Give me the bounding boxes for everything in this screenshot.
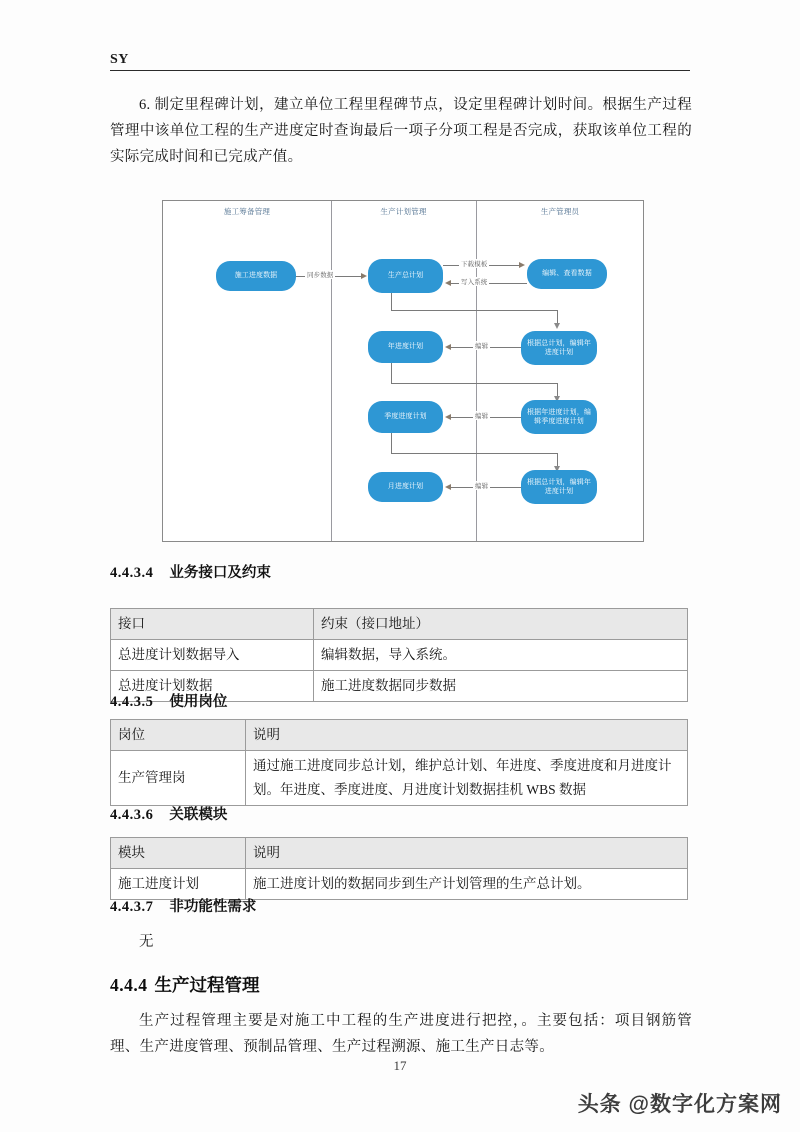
diagram-edge-plan-across-3 [391,453,557,454]
table-row [111,751,688,806]
diagram-node-quarterly-progress-plan[interactable]: 季度进度计划 [368,401,443,433]
table-business-interface [110,608,688,702]
table-related-modules [110,837,688,900]
th-interface: 接口 [111,609,314,640]
diagram-edge-plan-across-2 [391,383,557,384]
cell-module-description: 施工进度计划的数据同步到生产计划管理的生产总计划。 [246,869,688,900]
diagram-edge-plan-down-3 [391,433,392,453]
diagram-edge-label-download-template: 下载模板 [461,261,488,268]
heading-4-4-3-5-title: 使用岗位 [169,694,228,710]
lane-divider-1 [331,201,332,541]
heading-4-4-3-7 [110,895,256,916]
heading-4-4-4-number: 4.4.4 [110,975,148,995]
header-title: SY [110,52,129,67]
lane-title-production-manager: 生产管理员 [540,207,580,216]
lane-title-construction-prep: 施工筹备管理 [223,207,271,216]
diagram-arrowhead-edit-1 [445,344,451,350]
diagram-edge-label-edit-2: 编辑 [475,413,489,420]
diagram-arrowhead-edit-2 [445,414,451,420]
table-header-row [111,609,688,640]
diagram-arrowhead-sync [361,273,367,279]
diagram-edge-label-edit-1: 编辑 [475,343,489,350]
heading-4-4-3-6 [110,803,227,824]
section-4-4-3-7-body: 无 [139,934,154,950]
heading-4-4-3-4-title: 业务接口及约束 [169,565,271,581]
th-constraint: 约束（接口地址） [314,609,688,640]
diagram-node-edit-view-data[interactable]: 编辑、查看数据 [527,259,607,289]
diagram-edge-plan-down-2 [391,363,392,383]
diagram-arrowhead-edit-3 [445,484,451,490]
diagram-edge-label-write-to-system: 写入系统 [461,279,488,286]
th-module-description: 说明 [246,838,688,869]
lane-title-production-plan: 生产计划管理 [380,207,427,216]
table-row [111,640,688,671]
table-header-row [111,838,688,869]
th-role: 岗位 [111,720,246,751]
diagram-node-construction-progress-data[interactable]: 施工进度数据 [216,261,296,291]
th-role-description: 说明 [246,720,688,751]
th-module: 模块 [111,838,246,869]
section-4-4-4-body: 生产过程管理主要是对施工中工程的生产进度进行把控，。主要包括：项目钢筋管理、生产进度管理、预制品管理、生产过程溯源、施工生产日志等。 [110,1013,692,1055]
cell-role-description: 通过施工进度同步总计划，维护总计划、年进度、季度进度和月进度计划。年进度、季度进度、月进度计划数据挂机 WBS 数据 [246,751,688,806]
heading-4-4-4-title: 生产过程管理 [154,975,260,995]
heading-4-4-3-4 [110,561,271,582]
diagram-node-monthly-progress-plan[interactable]: 月进度计划 [368,472,443,502]
cell-interface-constraint: 施工进度数据同步数据 [314,671,688,702]
diagram-edge-plan-across-1 [391,310,557,311]
page-number: 17 [393,1058,407,1073]
cell-role-name: 生产管理岗 [111,751,246,806]
document-header [110,50,690,71]
diagram-edge-plan-down-1 [391,293,392,310]
heading-4-4-4 [110,972,260,997]
heading-4-4-3-5-number: 4.4.3.5 [110,694,154,710]
heading-4-4-3-6-title: 关联模块 [169,807,228,823]
diagram-edge-label-edit-3: 编辑 [475,483,489,490]
heading-4-4-3-7-number: 4.4.3.7 [110,899,154,915]
diagram-node-master-production-plan[interactable]: 生产总计划 [368,259,443,293]
swimlane-diagram [162,200,644,542]
cell-interface-name: 总进度计划数据 [111,671,314,702]
intro-paragraph: 6. 制定里程碑计划，建立单位工程里程碑节点，设定里程碑计划时间。根据生产过程管理中该单位工程的生产进度定时查询最后一项子分项工程是否完成，获取该单位工程的实际完成时间和已完成产值。 [110,97,692,165]
heading-4-4-3-5 [110,690,227,711]
heading-4-4-3-4-number: 4.4.3.4 [110,565,154,581]
diagram-node-annual-progress-plan[interactable]: 年进度计划 [368,331,443,363]
diagram-edge-label-sync-data: 同步数据 [307,272,334,279]
diagram-arrowhead-download-template [519,262,525,268]
diagram-node-edit-annual-plan-from-master[interactable]: 根据总计划，编辑年进度计划 [521,331,597,365]
diagram-node-edit-annual-plan-from-master-2[interactable]: 根据总计划，编辑年进度计划 [521,470,597,504]
diagram-arrowhead-write-to-system [445,280,451,286]
cell-interface-constraint: 编辑数据，导入系统。 [314,640,688,671]
cell-interface-name: 总进度计划数据导入 [111,640,314,671]
heading-4-4-3-6-number: 4.4.3.6 [110,807,154,823]
watermark: 头条 @数字化方案网 [577,1093,782,1116]
table-header-row [111,720,688,751]
heading-4-4-3-7-title: 非功能性需求 [169,899,257,915]
cell-module-name: 施工进度计划 [111,869,246,900]
lane-divider-2 [476,201,477,541]
table-roles [110,719,688,806]
diagram-arrowhead-plan-down-1 [554,323,560,329]
diagram-node-edit-quarterly-plan-from-annual[interactable]: 根据年进度计划，编辑季度进度计划 [521,400,597,434]
